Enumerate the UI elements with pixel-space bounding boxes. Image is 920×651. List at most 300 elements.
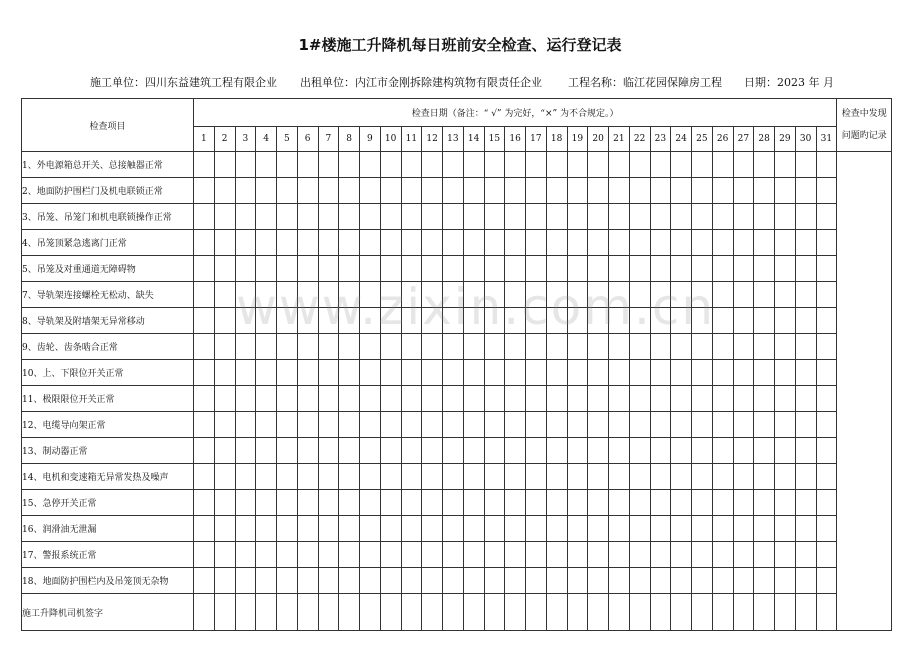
check-cell[interactable] <box>318 256 339 282</box>
check-cell[interactable] <box>194 516 215 542</box>
check-cell[interactable] <box>754 308 775 334</box>
check-cell[interactable] <box>214 334 235 360</box>
check-cell[interactable] <box>650 178 671 204</box>
check-cell[interactable] <box>422 386 443 412</box>
check-cell[interactable] <box>484 178 505 204</box>
check-cell[interactable] <box>318 334 339 360</box>
signature-cell[interactable] <box>360 594 381 631</box>
check-cell[interactable] <box>360 360 381 386</box>
check-cell[interactable] <box>733 256 754 282</box>
check-cell[interactable] <box>214 256 235 282</box>
check-cell[interactable] <box>795 334 816 360</box>
check-cell[interactable] <box>214 152 235 178</box>
check-cell[interactable] <box>214 178 235 204</box>
check-cell[interactable] <box>546 386 567 412</box>
check-cell[interactable] <box>816 334 837 360</box>
check-cell[interactable] <box>194 490 215 516</box>
check-cell[interactable] <box>609 230 630 256</box>
check-cell[interactable] <box>401 282 422 308</box>
check-cell[interactable] <box>318 490 339 516</box>
check-cell[interactable] <box>194 178 215 204</box>
check-cell[interactable] <box>775 568 796 594</box>
check-cell[interactable] <box>505 152 526 178</box>
check-cell[interactable] <box>214 568 235 594</box>
check-cell[interactable] <box>567 464 588 490</box>
signature-cell[interactable] <box>671 594 692 631</box>
check-cell[interactable] <box>505 230 526 256</box>
check-cell[interactable] <box>194 230 215 256</box>
check-cell[interactable] <box>629 308 650 334</box>
check-cell[interactable] <box>256 490 277 516</box>
check-cell[interactable] <box>671 412 692 438</box>
check-cell[interactable] <box>256 412 277 438</box>
check-cell[interactable] <box>277 230 298 256</box>
check-cell[interactable] <box>401 204 422 230</box>
check-cell[interactable] <box>443 178 464 204</box>
check-cell[interactable] <box>297 412 318 438</box>
check-cell[interactable] <box>754 204 775 230</box>
check-cell[interactable] <box>671 516 692 542</box>
check-cell[interactable] <box>567 152 588 178</box>
check-cell[interactable] <box>318 282 339 308</box>
check-cell[interactable] <box>650 464 671 490</box>
check-cell[interactable] <box>567 438 588 464</box>
check-cell[interactable] <box>567 412 588 438</box>
check-cell[interactable] <box>671 386 692 412</box>
check-cell[interactable] <box>816 568 837 594</box>
check-cell[interactable] <box>256 386 277 412</box>
check-cell[interactable] <box>775 152 796 178</box>
check-cell[interactable] <box>733 204 754 230</box>
check-cell[interactable] <box>692 308 713 334</box>
check-cell[interactable] <box>526 464 547 490</box>
check-cell[interactable] <box>256 464 277 490</box>
signature-cell[interactable] <box>194 594 215 631</box>
check-cell[interactable] <box>194 360 215 386</box>
check-cell[interactable] <box>629 386 650 412</box>
check-cell[interactable] <box>360 568 381 594</box>
check-cell[interactable] <box>795 568 816 594</box>
check-cell[interactable] <box>650 308 671 334</box>
check-cell[interactable] <box>380 516 401 542</box>
check-cell[interactable] <box>443 230 464 256</box>
check-cell[interactable] <box>214 204 235 230</box>
check-cell[interactable] <box>712 204 733 230</box>
check-cell[interactable] <box>609 412 630 438</box>
check-cell[interactable] <box>733 386 754 412</box>
check-cell[interactable] <box>318 568 339 594</box>
check-cell[interactable] <box>629 360 650 386</box>
check-cell[interactable] <box>256 516 277 542</box>
check-cell[interactable] <box>775 230 796 256</box>
check-cell[interactable] <box>194 464 215 490</box>
check-cell[interactable] <box>775 360 796 386</box>
check-cell[interactable] <box>401 308 422 334</box>
check-cell[interactable] <box>733 542 754 568</box>
check-cell[interactable] <box>546 178 567 204</box>
check-cell[interactable] <box>671 334 692 360</box>
check-cell[interactable] <box>463 386 484 412</box>
check-cell[interactable] <box>526 256 547 282</box>
signature-cell[interactable] <box>546 594 567 631</box>
check-cell[interactable] <box>235 230 256 256</box>
check-cell[interactable] <box>194 542 215 568</box>
check-cell[interactable] <box>235 360 256 386</box>
check-cell[interactable] <box>463 334 484 360</box>
check-cell[interactable] <box>443 412 464 438</box>
check-cell[interactable] <box>588 360 609 386</box>
check-cell[interactable] <box>277 334 298 360</box>
check-cell[interactable] <box>360 490 381 516</box>
check-cell[interactable] <box>629 152 650 178</box>
check-cell[interactable] <box>297 568 318 594</box>
check-cell[interactable] <box>235 412 256 438</box>
check-cell[interactable] <box>401 386 422 412</box>
check-cell[interactable] <box>629 438 650 464</box>
check-cell[interactable] <box>297 308 318 334</box>
check-cell[interactable] <box>795 490 816 516</box>
check-cell[interactable] <box>422 282 443 308</box>
check-cell[interactable] <box>277 464 298 490</box>
check-cell[interactable] <box>546 308 567 334</box>
check-cell[interactable] <box>712 464 733 490</box>
check-cell[interactable] <box>712 386 733 412</box>
check-cell[interactable] <box>277 178 298 204</box>
check-cell[interactable] <box>629 282 650 308</box>
check-cell[interactable] <box>567 516 588 542</box>
check-cell[interactable] <box>235 178 256 204</box>
check-cell[interactable] <box>339 308 360 334</box>
check-cell[interactable] <box>692 204 713 230</box>
check-cell[interactable] <box>567 542 588 568</box>
check-cell[interactable] <box>754 438 775 464</box>
check-cell[interactable] <box>526 152 547 178</box>
check-cell[interactable] <box>795 542 816 568</box>
check-cell[interactable] <box>629 334 650 360</box>
check-cell[interactable] <box>297 204 318 230</box>
check-cell[interactable] <box>526 412 547 438</box>
check-cell[interactable] <box>609 568 630 594</box>
check-cell[interactable] <box>505 438 526 464</box>
check-cell[interactable] <box>256 360 277 386</box>
check-cell[interactable] <box>277 386 298 412</box>
check-cell[interactable] <box>318 178 339 204</box>
check-cell[interactable] <box>671 542 692 568</box>
check-cell[interactable] <box>609 308 630 334</box>
check-cell[interactable] <box>795 360 816 386</box>
check-cell[interactable] <box>754 464 775 490</box>
check-cell[interactable] <box>422 568 443 594</box>
check-cell[interactable] <box>443 464 464 490</box>
check-cell[interactable] <box>484 516 505 542</box>
check-cell[interactable] <box>422 256 443 282</box>
signature-cell[interactable] <box>795 594 816 631</box>
check-cell[interactable] <box>609 490 630 516</box>
check-cell[interactable] <box>754 334 775 360</box>
check-cell[interactable] <box>484 464 505 490</box>
check-cell[interactable] <box>505 386 526 412</box>
check-cell[interactable] <box>816 230 837 256</box>
check-cell[interactable] <box>380 204 401 230</box>
check-cell[interactable] <box>297 230 318 256</box>
check-cell[interactable] <box>567 230 588 256</box>
check-cell[interactable] <box>795 308 816 334</box>
check-cell[interactable] <box>692 568 713 594</box>
check-cell[interactable] <box>816 386 837 412</box>
check-cell[interactable] <box>671 568 692 594</box>
check-cell[interactable] <box>671 438 692 464</box>
check-cell[interactable] <box>277 516 298 542</box>
check-cell[interactable] <box>775 516 796 542</box>
check-cell[interactable] <box>360 516 381 542</box>
check-cell[interactable] <box>505 464 526 490</box>
check-cell[interactable] <box>277 542 298 568</box>
check-cell[interactable] <box>443 542 464 568</box>
check-cell[interactable] <box>816 438 837 464</box>
check-cell[interactable] <box>712 412 733 438</box>
signature-cell[interactable] <box>380 594 401 631</box>
check-cell[interactable] <box>194 334 215 360</box>
check-cell[interactable] <box>692 152 713 178</box>
check-cell[interactable] <box>235 386 256 412</box>
check-cell[interactable] <box>795 412 816 438</box>
check-cell[interactable] <box>588 386 609 412</box>
check-cell[interactable] <box>816 490 837 516</box>
check-cell[interactable] <box>505 490 526 516</box>
check-cell[interactable] <box>546 204 567 230</box>
check-cell[interactable] <box>463 464 484 490</box>
check-cell[interactable] <box>609 438 630 464</box>
check-cell[interactable] <box>422 360 443 386</box>
check-cell[interactable] <box>546 256 567 282</box>
check-cell[interactable] <box>380 282 401 308</box>
check-cell[interactable] <box>339 360 360 386</box>
signature-cell[interactable] <box>609 594 630 631</box>
check-cell[interactable] <box>256 152 277 178</box>
check-cell[interactable] <box>194 282 215 308</box>
check-cell[interactable] <box>277 308 298 334</box>
check-cell[interactable] <box>650 568 671 594</box>
check-cell[interactable] <box>235 516 256 542</box>
check-cell[interactable] <box>214 464 235 490</box>
signature-cell[interactable] <box>650 594 671 631</box>
check-cell[interactable] <box>463 412 484 438</box>
check-cell[interactable] <box>422 230 443 256</box>
check-cell[interactable] <box>629 568 650 594</box>
signature-cell[interactable] <box>318 594 339 631</box>
check-cell[interactable] <box>401 412 422 438</box>
check-cell[interactable] <box>484 308 505 334</box>
check-cell[interactable] <box>214 516 235 542</box>
check-cell[interactable] <box>277 152 298 178</box>
check-cell[interactable] <box>339 568 360 594</box>
check-cell[interactable] <box>733 568 754 594</box>
check-cell[interactable] <box>484 490 505 516</box>
check-cell[interactable] <box>754 542 775 568</box>
check-cell[interactable] <box>463 178 484 204</box>
signature-cell[interactable] <box>443 594 464 631</box>
signature-cell[interactable] <box>422 594 443 631</box>
check-cell[interactable] <box>401 256 422 282</box>
check-cell[interactable] <box>775 438 796 464</box>
check-cell[interactable] <box>505 282 526 308</box>
check-cell[interactable] <box>360 438 381 464</box>
check-cell[interactable] <box>380 334 401 360</box>
check-cell[interactable] <box>339 334 360 360</box>
check-cell[interactable] <box>318 438 339 464</box>
check-cell[interactable] <box>775 256 796 282</box>
check-cell[interactable] <box>526 542 547 568</box>
check-cell[interactable] <box>733 308 754 334</box>
check-cell[interactable] <box>443 308 464 334</box>
check-cell[interactable] <box>629 490 650 516</box>
check-cell[interactable] <box>712 568 733 594</box>
check-cell[interactable] <box>588 230 609 256</box>
check-cell[interactable] <box>463 516 484 542</box>
check-cell[interactable] <box>360 308 381 334</box>
check-cell[interactable] <box>360 282 381 308</box>
check-cell[interactable] <box>360 542 381 568</box>
check-cell[interactable] <box>588 490 609 516</box>
check-cell[interactable] <box>214 438 235 464</box>
check-cell[interactable] <box>277 438 298 464</box>
check-cell[interactable] <box>588 464 609 490</box>
check-cell[interactable] <box>318 412 339 438</box>
check-cell[interactable] <box>733 152 754 178</box>
check-cell[interactable] <box>339 230 360 256</box>
check-cell[interactable] <box>360 334 381 360</box>
check-cell[interactable] <box>692 282 713 308</box>
check-cell[interactable] <box>795 152 816 178</box>
check-cell[interactable] <box>380 464 401 490</box>
check-cell[interactable] <box>380 360 401 386</box>
check-cell[interactable] <box>795 464 816 490</box>
check-cell[interactable] <box>754 152 775 178</box>
check-cell[interactable] <box>567 334 588 360</box>
check-cell[interactable] <box>775 308 796 334</box>
check-cell[interactable] <box>256 282 277 308</box>
signature-cell[interactable] <box>463 594 484 631</box>
check-cell[interactable] <box>214 360 235 386</box>
check-cell[interactable] <box>692 490 713 516</box>
check-cell[interactable] <box>401 178 422 204</box>
check-cell[interactable] <box>443 152 464 178</box>
check-cell[interactable] <box>609 256 630 282</box>
check-cell[interactable] <box>567 308 588 334</box>
check-cell[interactable] <box>671 178 692 204</box>
check-cell[interactable] <box>380 412 401 438</box>
check-cell[interactable] <box>380 386 401 412</box>
check-cell[interactable] <box>712 230 733 256</box>
check-cell[interactable] <box>588 568 609 594</box>
check-cell[interactable] <box>297 490 318 516</box>
check-cell[interactable] <box>816 256 837 282</box>
check-cell[interactable] <box>463 542 484 568</box>
check-cell[interactable] <box>526 360 547 386</box>
check-cell[interactable] <box>484 568 505 594</box>
signature-cell[interactable] <box>484 594 505 631</box>
check-cell[interactable] <box>816 204 837 230</box>
check-cell[interactable] <box>546 282 567 308</box>
check-cell[interactable] <box>816 542 837 568</box>
check-cell[interactable] <box>733 334 754 360</box>
check-cell[interactable] <box>795 516 816 542</box>
signature-cell[interactable] <box>256 594 277 631</box>
check-cell[interactable] <box>297 178 318 204</box>
check-cell[interactable] <box>588 178 609 204</box>
check-cell[interactable] <box>380 230 401 256</box>
check-cell[interactable] <box>380 178 401 204</box>
check-cell[interactable] <box>339 282 360 308</box>
check-cell[interactable] <box>339 204 360 230</box>
check-cell[interactable] <box>256 204 277 230</box>
check-cell[interactable] <box>795 256 816 282</box>
check-cell[interactable] <box>235 308 256 334</box>
check-cell[interactable] <box>526 178 547 204</box>
check-cell[interactable] <box>712 490 733 516</box>
check-cell[interactable] <box>775 178 796 204</box>
check-cell[interactable] <box>401 516 422 542</box>
check-cell[interactable] <box>339 438 360 464</box>
check-cell[interactable] <box>505 178 526 204</box>
check-cell[interactable] <box>526 282 547 308</box>
check-cell[interactable] <box>256 178 277 204</box>
check-cell[interactable] <box>546 412 567 438</box>
check-cell[interactable] <box>463 438 484 464</box>
check-cell[interactable] <box>712 438 733 464</box>
signature-cell[interactable] <box>339 594 360 631</box>
check-cell[interactable] <box>567 204 588 230</box>
check-cell[interactable] <box>546 516 567 542</box>
check-cell[interactable] <box>484 412 505 438</box>
check-cell[interactable] <box>650 282 671 308</box>
check-cell[interactable] <box>277 568 298 594</box>
check-cell[interactable] <box>194 256 215 282</box>
check-cell[interactable] <box>380 438 401 464</box>
check-cell[interactable] <box>360 178 381 204</box>
check-cell[interactable] <box>235 256 256 282</box>
check-cell[interactable] <box>463 282 484 308</box>
check-cell[interactable] <box>816 360 837 386</box>
check-cell[interactable] <box>443 438 464 464</box>
check-cell[interactable] <box>277 282 298 308</box>
check-cell[interactable] <box>235 568 256 594</box>
check-cell[interactable] <box>692 438 713 464</box>
check-cell[interactable] <box>650 386 671 412</box>
check-cell[interactable] <box>401 334 422 360</box>
check-cell[interactable] <box>443 204 464 230</box>
check-cell[interactable] <box>795 282 816 308</box>
check-cell[interactable] <box>816 412 837 438</box>
check-cell[interactable] <box>546 334 567 360</box>
check-cell[interactable] <box>360 464 381 490</box>
check-cell[interactable] <box>380 152 401 178</box>
check-cell[interactable] <box>214 542 235 568</box>
check-cell[interactable] <box>588 334 609 360</box>
check-cell[interactable] <box>712 256 733 282</box>
check-cell[interactable] <box>546 230 567 256</box>
check-cell[interactable] <box>609 178 630 204</box>
check-cell[interactable] <box>692 230 713 256</box>
check-cell[interactable] <box>422 178 443 204</box>
check-cell[interactable] <box>339 516 360 542</box>
check-cell[interactable] <box>505 568 526 594</box>
check-cell[interactable] <box>401 152 422 178</box>
check-cell[interactable] <box>546 464 567 490</box>
check-cell[interactable] <box>526 204 547 230</box>
check-cell[interactable] <box>609 464 630 490</box>
check-cell[interactable] <box>443 490 464 516</box>
